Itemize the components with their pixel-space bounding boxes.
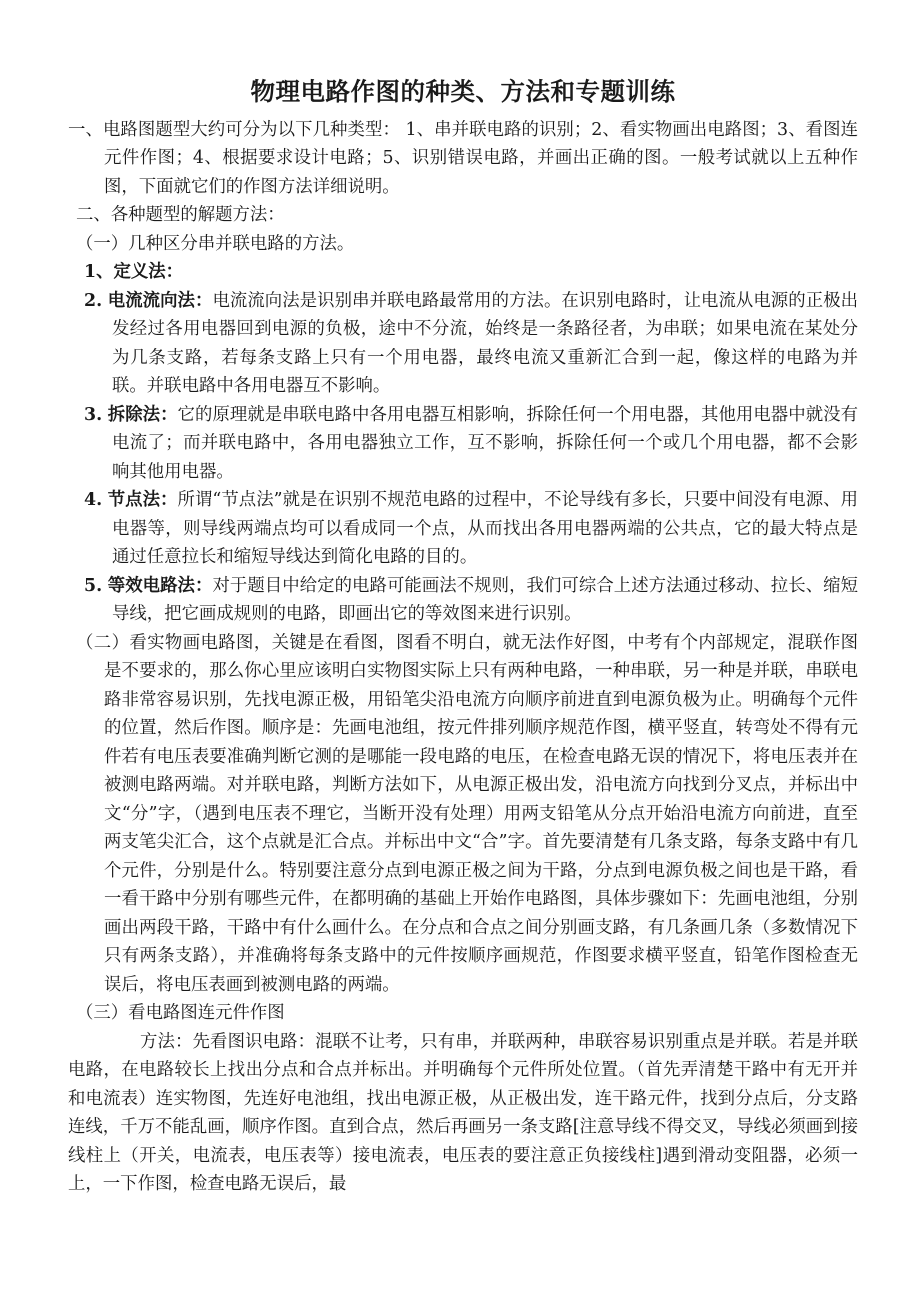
page-title: 物理电路作图的种类、方法和专题训练 bbox=[250, 77, 676, 106]
list-item-2 bbox=[68, 287, 858, 401]
list-lead-1: 定义法： bbox=[113, 262, 184, 283]
list-item-3 bbox=[68, 401, 858, 487]
list-body-4: 所谓“节点法”就是在识别不规范电路的过程中，不论导线有多长，只要中间没有电源、用电器等，则导线两端点均可以看成同一个点，从而找出各用电器两端的公共点，它的最大特点是通过任意拉长和缩短导线达到简化电路的目的。 bbox=[112, 490, 858, 568]
list-item-5 bbox=[68, 572, 858, 629]
paragraph-sub-one: （一）几种区分串并联电路的方法。 bbox=[76, 233, 355, 254]
list-lead-4: 节点法： bbox=[107, 490, 178, 511]
list-lead-2: 电流流向法： bbox=[107, 290, 213, 311]
document-content bbox=[68, 0, 858, 1199]
list-marker-2: 2. bbox=[84, 290, 103, 311]
list-lead-3: 拆除法： bbox=[107, 404, 178, 425]
paragraph-intro: 一、电路图题型大约可分为以下几种类型： 1、串并联电路的识别；2、看实物画出电路图；3、看图连元件作图；4、根据要求设计电路；5、识别错误电路，并画出正确的图。一般考试就以上五种作图，下面就它们的作图方法详细说明。 bbox=[68, 119, 858, 197]
paragraph-sub-two: （二）看实物画电路图，关键是在看图，图看不明白，就无法作好图，中考有个内部规定，混联作图是不要求的，那么你心里应该明白实物图实际上只有两种电路，一种串联，另一种是并联，串联电路非常容易识别，先找电源正极，用铅笔尖沿电流方向顺序前进直到电源负极为止。明确每个元件的位置，然后作图。顺序是：先画电池组，按元件排列顺序规范作图，横平竖直，转弯处不得有元件若有电压表要准确判断它测的是哪能一段电路的电压，在检查电路无误的情况下，将电压表并在被测电路两端。对并联电路，判断方法如下，从电源正极出发，沿电流方向找到分叉点，并标出中文“分”字，（遇到电压表不理它，当断开没有处理）用两支铅笔从分点开始沿电流方向前进，直至两支笔尖汇合，这个点就是汇合点。并标出中文“合”字。首先要清楚有几条支路，每条支路中有几个元件，分别是什么。特别要注意分点到电源正极之间为干路，分点到电源负极之间也是干路，看一看干路中分别有哪些元件，在都明确的基础上开始作电路图，具体步骤如下：先画电池组，分别画出两段干路，干路中有什么画什么。在分点和合点之间分别画支路，有几条画几条（多数情况下只有两条支路），并准确将每条支路中的元件按顺序画规范，作图要求横平竖直，铅笔作图检查无误后，将电压表画到被测电路的两端。 bbox=[76, 632, 858, 995]
list-marker-3: 3. bbox=[84, 404, 103, 425]
list-item-1 bbox=[68, 258, 858, 287]
list-lead-5: 等效电路法： bbox=[107, 575, 213, 596]
paragraph-methods-heading: 二、各种题型的解题方法： bbox=[76, 205, 285, 226]
paragraph-sub-three-heading: （三）看电路图连元件作图 bbox=[76, 1003, 285, 1024]
list-marker-4: 4. bbox=[84, 490, 103, 511]
list-body-5: 对于题目中给定的电路可能画法不规则，我们可综合上述方法通过移动、拉长、缩短导线，把它画成规则的电路，即画出它的等效图来进行识别。 bbox=[112, 575, 858, 625]
list-marker-5: 5. bbox=[84, 575, 103, 596]
paragraph-sub-three-body: 方法：先看图识电路：混联不让考，只有串，并联两种，串联容易识别重点是并联。若是并联电路，在电路较长上找出分点和合点并标出。并明确每个元件所处位置。（首先弄清楚干路中有无开并和电流表）连实物图，先连好电池组，找出电源正极，从正极出发，连干路元件，找到分点后，分支路连线，千万不能乱画，顺序作图。直到合点，然后再画另一条支路[注意导线不得交叉，导线必须画到接线柱上（开关，电流表，电压表等）接电流表，电压表的要注意正负接线柱]遇到滑动变阻器，必须一上，一下作图，检查电路无误后，最 bbox=[68, 1031, 858, 1195]
list-item-4 bbox=[68, 486, 858, 572]
list-body-3: 它的原理就是串联电路中各用电器互相影响，拆除任何一个用电器，其他用电器中就没有电流了；而并联电路中，各用电器独立工作，互不影响，拆除任何一个或几个用电器，都不会影响其他用电器。 bbox=[112, 404, 858, 482]
list-marker-1: 1、 bbox=[84, 262, 114, 283]
list-body-2: 电流流向法是识别串并联电路最常用的方法。在识别电路时，让电流从电源的正极出发经过各用电器回到电源的负极，途中不分流，始终是一条路径者，为串联；如果电流在某处分为几条支路，若每条支路上只有一个用电器，最终电流又重新汇合到一起，像这样的电路为并联。并联电路中各用电器互不影响。 bbox=[112, 290, 858, 397]
